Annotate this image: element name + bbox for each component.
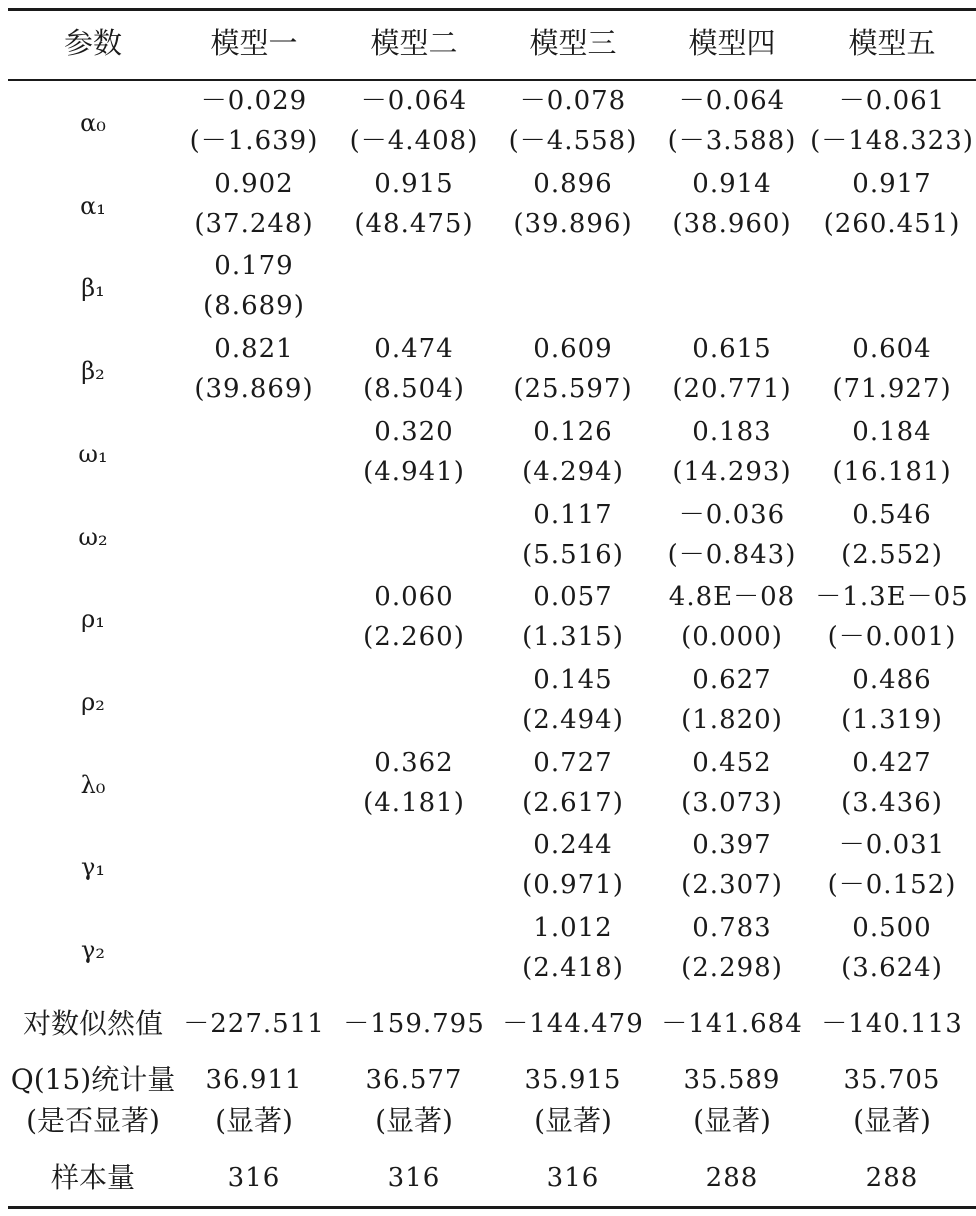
t-stat-value: (5.516) [522, 539, 624, 570]
q15-sig-value: (显著) [693, 1104, 771, 1137]
coef-value: 0.915 [374, 168, 454, 199]
coef-value: 0.184 [852, 416, 932, 447]
header-model-3: 模型三 [529, 26, 617, 60]
coef-value: 0.500 [852, 913, 932, 943]
q15-sig-value: (显著) [215, 1104, 293, 1137]
loglik-value: －227.511 [183, 1009, 325, 1039]
t-stat-value: (0.000) [681, 622, 783, 653]
t-stat-value: (260.451) [823, 208, 961, 239]
bottom-rule [8, 1206, 976, 1209]
sample-value: 316 [227, 1163, 281, 1193]
t-stat-value: (－148.323) [810, 126, 974, 156]
coef-value: 0.145 [533, 664, 613, 695]
t-stat-value: (48.475) [354, 208, 474, 239]
coef-value: 0.474 [374, 334, 454, 365]
param-label: ω₂ [78, 522, 108, 551]
coef-value: －0.031 [838, 830, 946, 861]
coef-value: －0.078 [519, 86, 627, 116]
top-rule [8, 8, 976, 11]
coef-value: 0.126 [533, 416, 613, 447]
t-stat-value: (2.260) [363, 622, 465, 653]
param-label: ρ₁ [81, 605, 105, 634]
coef-value: 0.427 [852, 747, 932, 778]
t-stat-value: (4.181) [363, 787, 465, 818]
t-stat-value: (－0.843) [667, 539, 797, 570]
t-stat-value: (14.293) [672, 456, 792, 487]
q15-value: 35.589 [683, 1065, 781, 1095]
coef-value: 0.320 [374, 416, 454, 447]
loglik-label: 对数似然值 [22, 1007, 163, 1040]
coef-value: 1.012 [533, 913, 613, 943]
coef-value: 0.821 [214, 334, 294, 365]
coef-value: －0.064 [678, 86, 786, 116]
coef-value: 0.783 [692, 913, 772, 943]
q15-sig-value: (显著) [534, 1104, 612, 1137]
sample-value: 288 [865, 1163, 919, 1193]
coef-value: －0.064 [360, 86, 468, 116]
header-param: 参数 [63, 26, 122, 60]
q15-value: 35.915 [524, 1065, 622, 1095]
coef-value: －0.061 [838, 86, 946, 116]
t-stat-value: (－4.558) [508, 126, 638, 156]
q15-sig-label: (是否显著) [26, 1104, 160, 1137]
param-label: β₁ [81, 274, 105, 303]
t-stat-value: (4.941) [363, 456, 465, 487]
t-stat-value: (8.504) [363, 374, 465, 405]
coef-value: －0.029 [200, 86, 308, 116]
coef-value: 0.183 [692, 416, 772, 447]
sample-value: 316 [387, 1163, 441, 1193]
coef-value: 0.486 [852, 664, 932, 695]
coef-value: 0.452 [692, 747, 772, 778]
header-model-4: 模型四 [688, 26, 776, 60]
coef-value: 0.057 [533, 582, 613, 613]
t-stat-value: (16.181) [832, 456, 952, 487]
param-label: λ₀ [80, 770, 106, 799]
q15-value: 36.577 [365, 1065, 463, 1095]
param-label: α₁ [80, 191, 106, 220]
t-stat-value: (4.294) [522, 456, 624, 487]
coef-value: －1.3E－05 [815, 582, 969, 613]
t-stat-value: (38.960) [672, 208, 792, 239]
t-stat-value: (－3.588) [667, 126, 797, 156]
coef-value: 0.727 [533, 747, 613, 778]
t-stat-value: (－0.152) [827, 870, 957, 901]
q15-sig-value: (显著) [853, 1104, 931, 1137]
t-stat-value: (2.494) [522, 704, 624, 735]
loglik-value: －141.684 [661, 1009, 803, 1039]
t-stat-value: (3.073) [681, 787, 783, 818]
coef-value: 0.244 [533, 830, 613, 861]
t-stat-value: (2.617) [522, 787, 624, 818]
sample-label: 样本量 [50, 1161, 135, 1194]
t-stat-value: (20.771) [672, 374, 792, 405]
t-stat-value: (1.820) [681, 704, 783, 735]
loglik-value: －159.795 [343, 1009, 485, 1039]
coef-value: 0.902 [214, 168, 294, 199]
t-stat-value: (2.307) [681, 870, 783, 901]
param-label: ρ₂ [81, 687, 105, 716]
header-rule [8, 79, 976, 81]
t-stat-value: (39.869) [194, 374, 314, 405]
coef-value: 4.8E－08 [668, 582, 796, 613]
header-model-5: 模型五 [848, 26, 936, 60]
coef-value: 0.604 [852, 334, 932, 365]
t-stat-value: (3.436) [841, 787, 943, 818]
coef-value: 0.896 [533, 168, 613, 199]
t-stat-value: (71.927) [832, 374, 952, 405]
t-stat-value: (－1.639) [189, 126, 319, 156]
q15-value: 35.705 [843, 1065, 941, 1095]
q15-sig-value: (显著) [375, 1104, 453, 1137]
coef-value: 0.060 [374, 582, 454, 613]
t-stat-value: (1.319) [841, 704, 943, 735]
coef-value: 0.397 [692, 830, 772, 861]
param-label: γ₂ [81, 936, 105, 964]
t-stat-value: (39.896) [513, 208, 633, 239]
t-stat-value: (8.689) [203, 291, 305, 322]
coef-value: 0.917 [852, 168, 932, 199]
param-label: α₀ [80, 109, 106, 137]
t-stat-value: (0.971) [522, 870, 624, 901]
loglik-value: －140.113 [821, 1009, 963, 1039]
q15-value: 36.911 [205, 1065, 303, 1095]
t-stat-value: (2.418) [522, 953, 624, 983]
coef-value: 0.117 [533, 499, 613, 530]
t-stat-value: (2.552) [841, 539, 943, 570]
sample-value: 316 [546, 1163, 600, 1193]
t-stat-value: (－4.408) [349, 126, 479, 156]
coef-value: －0.036 [678, 499, 786, 530]
header-model-1: 模型一 [210, 26, 298, 60]
param-label: γ₁ [81, 853, 105, 882]
q15-label: Q(15)统计量 [10, 1063, 176, 1096]
coef-value: 0.362 [374, 747, 454, 778]
loglik-value: －144.479 [502, 1009, 644, 1039]
t-stat-value: (37.248) [194, 208, 314, 239]
t-stat-value: (－0.001) [827, 622, 957, 653]
coef-value: 0.627 [692, 664, 772, 695]
sample-value: 288 [705, 1163, 759, 1193]
t-stat-value: (2.298) [681, 953, 783, 983]
param-label: β₂ [81, 357, 105, 386]
coef-value: 0.914 [692, 168, 772, 199]
t-stat-value: (25.597) [513, 374, 633, 405]
coef-value: 0.615 [692, 334, 772, 365]
t-stat-value: (3.624) [841, 953, 943, 983]
coef-value: 0.179 [214, 251, 294, 282]
t-stat-value: (1.315) [522, 622, 624, 653]
param-label: ω₁ [78, 439, 108, 468]
header-model-2: 模型二 [370, 26, 458, 60]
coef-value: 0.546 [852, 499, 932, 530]
coef-value: 0.609 [533, 334, 613, 365]
